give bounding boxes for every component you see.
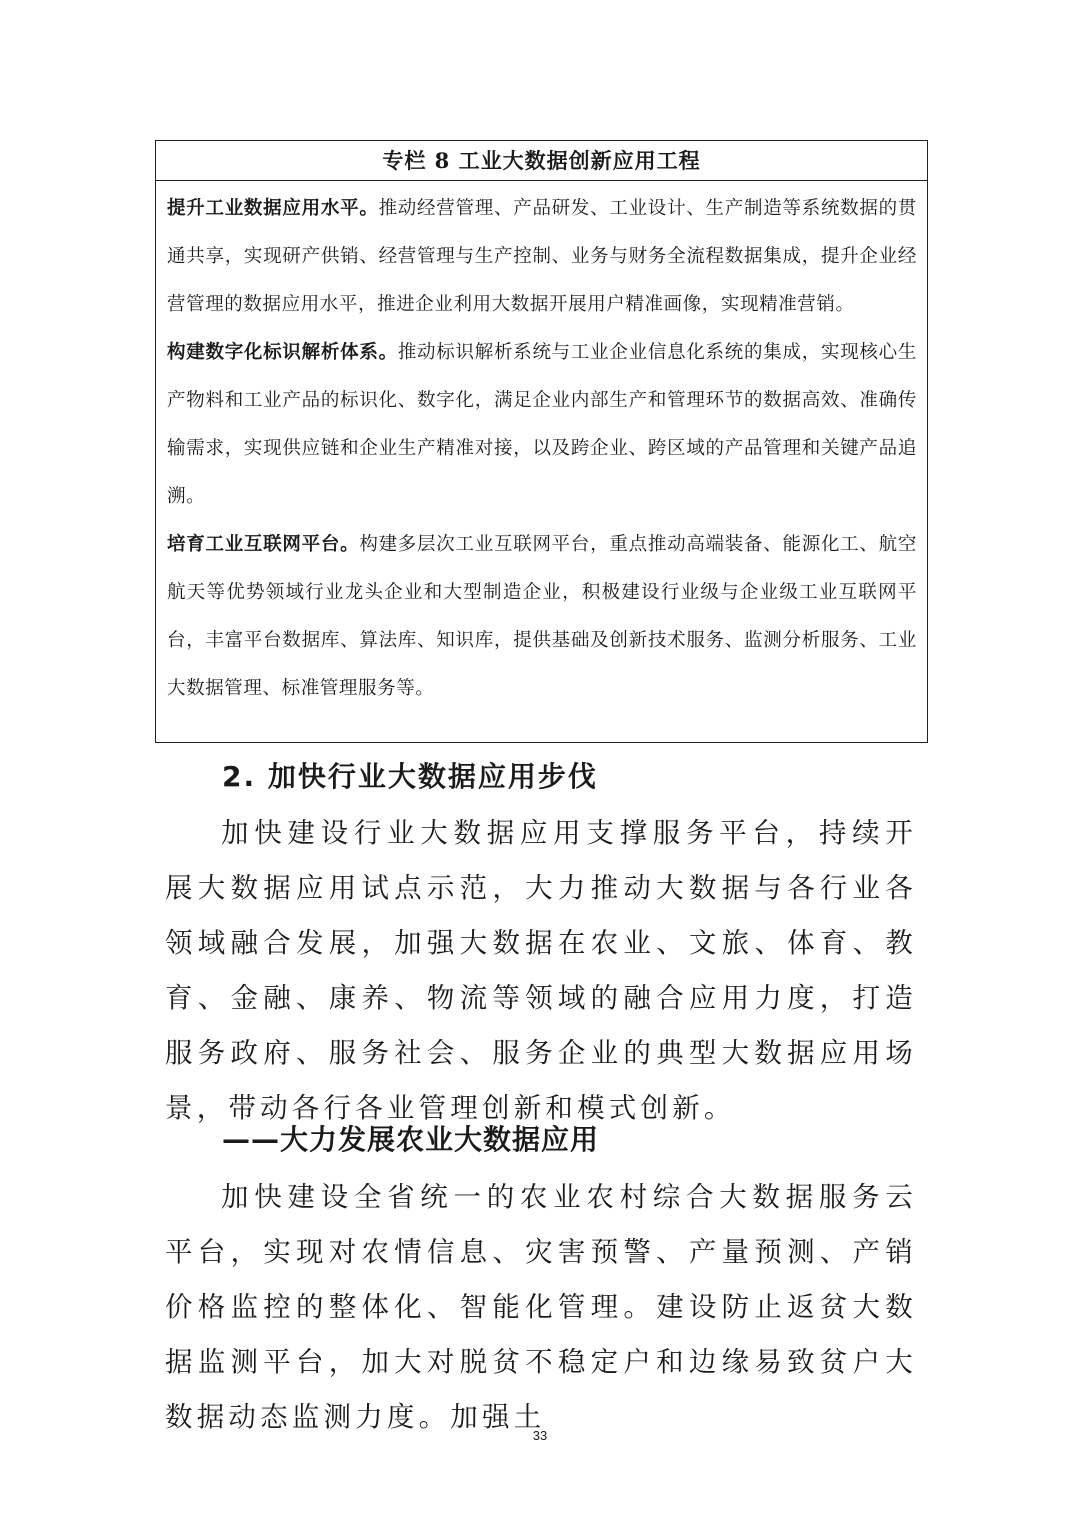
box-item-2-heading: 构建数字化标识解析体系。 bbox=[167, 342, 398, 363]
subsection-heading: ——大力发展农业大数据应用 bbox=[222, 1123, 600, 1156]
box-item-3-heading: 培育工业互联网平台。 bbox=[167, 534, 360, 555]
box-item-2 bbox=[167, 329, 917, 521]
page-number: 33 bbox=[532, 1428, 548, 1443]
box-item-1-text: 推动经营管理、产品研发、工业设计、生产制造等系统数据的贯通共享，实现研产供销、经营管理与生产控制、业务与财务全流程数据集成，提升企业经营管理的数据应用水平，推进企业利用大数据开展用户精准画像，实现精准营销。 bbox=[167, 198, 917, 315]
box-item-3 bbox=[167, 521, 917, 713]
box-item-1 bbox=[167, 185, 917, 329]
box-item-3-text: 构建多层次工业互联网平台，重点推动高端装备、能源化工、航空航天等优势领域行业龙头企业和大型制造企业，积极建设行业级与企业级工业互联网平台，丰富平台数据库、算法库、知识库，提供基础及创新技术服务、监测分析服务、工业大数据管理、标准管理服务等。 bbox=[167, 534, 917, 699]
box-title: 专栏 8 工业大数据创新应用工程 bbox=[156, 141, 927, 181]
box-body bbox=[156, 181, 927, 713]
special-column-box bbox=[155, 140, 928, 743]
section-paragraph-1: 加快建设行业大数据应用支撑服务平台，持续开展大数据应用试点示范，大力推动大数据与各行业各领域融合发展，加强大数据在农业、文旅、体育、教育、金融、康养、物流等领域的融合应用力度，打造服务政府、服务社会、服务企业的典型大数据应用场景，带动各行各业管理创新和模式创新。 bbox=[165, 817, 917, 1124]
box-item-1-heading: 提升工业数据应用水平。 bbox=[167, 198, 379, 219]
box-item-2-text: 推动标识解析系统与工业企业信息化系统的集成，实现核心生产物料和工业产品的标识化、数字化，满足企业内部生产和管理环节的数据高效、准确传输需求，实现供应链和企业生产精准对接，以及跨企业、跨区域的产品管理和关键产品追溯。 bbox=[167, 342, 918, 507]
section-heading: 2. 加快行业大数据应用步伐 bbox=[222, 760, 598, 793]
section-paragraph-2: 加快建设全省统一的农业农村综合大数据服务云平台，实现对农情信息、灾害预警、产量预测、产销价格监控的整体化、智能化管理。建设防止返贫大数据监测平台，加大对脱贫不稳定户和边缘易致贫户大数据动态监测力度。加强土 bbox=[165, 1181, 917, 1433]
